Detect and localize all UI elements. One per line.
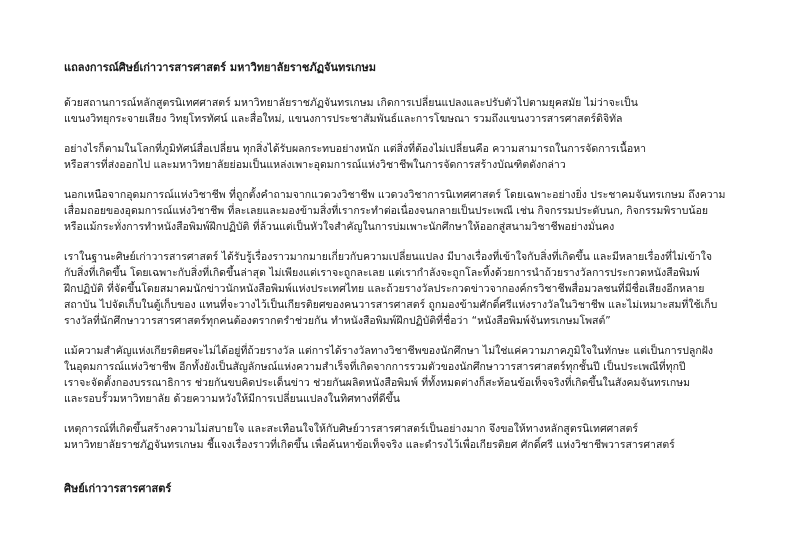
paragraph-line: หรือสารที่ส่งออกไป และมหาวิทยาลัยย่อมเป็นแหล่งเพาะอุดมการณ์แห่งวิชาชีพในการจัดการสร้างบัณฑิตดังกล่าว [64,159,566,171]
paragraph-line: ด้วยสถานการณ์หลักสูตรนิเทศศาสตร์ มหาวิทยาลัยราชภัฏจันทรเกษม เกิดการเปลี่ยนแปลงและปรับตัวไปตามยุคสมัย ไม่ว่าจะเป็น [64,97,638,109]
paragraph-line: อย่างไรก็ตามในโลกที่ภูมิทัศน์สื่อเปลี่ยน ทุกสิ่งได้รับผลกระทบอย่างหนัก แต่สิ่งที่ต้องไม่เปลี่ยนคือ ความสามารถในการจัดการเนื้อหา [64,143,647,155]
paragraph-5 [64,343,754,407]
paragraph-line: หรือแม้กระทั่งการทำหนังสือพิมพ์ฝึกปฏิบัติ ที่ล้วนแต่เป็นหัวใจสำคัญในการบ่มเพาะนักศึกษาให้ออกสู่สนามวิชาชีพอย่างมั่นคง [64,221,615,233]
paragraph-line: แขนงวิทยุกระจายเสียง วิทยุโทรทัศน์ และสื่อใหม่, แขนงการประชาสัมพันธ์และการโฆษณา รวมถึงแขนงวารสารศาสตร์ดิจิทัล [64,113,623,125]
paragraph-line: และรอบรั้วมหาวิทยาลัย ด้วยความหวังให้มีการเปลี่ยนแปลงในทิศทางที่ดีขึ้น [64,393,400,405]
paragraph-line: เหตุการณ์ที่เกิดขึ้นสร้างความไม่สบายใจ และสะเทือนใจให้กับศิษย์วารสารศาสตร์เป็นอย่างมาก จึงขอให้ทางหลักสูตรนิเทศศาสตร์ [64,423,639,435]
statement-document [64,60,754,496]
paragraph-line: ฝึกปฏิบัติ ที่จัดขึ้นโดยสมาคมนักข่าวนักหนังสือพิมพ์แห่งประเทศไทย และถ้วยรางวัลประกวดข่าวจากองค์กรวิชาชีพสื่อมวลชนที่มีชื่อเสียงอีกหลาย [64,283,705,295]
statement-title: แถลงการณ์ศิษย์เก่าวารสารศาสตร์ มหาวิทยาลัยราชภัฏจันทรเกษม [64,61,377,74]
paragraph-line: สถาบัน ไปจัดเก็บในตู้เก็บของ แทนที่จะวางไว้เป็นเกียรติยศของคนวารสารศาสตร์ ถูกมองข้ามศักดิ์ศรีแห่งรางวัลในวิชาชีพ และไม่เหมาะสมที่ใช้เก็บ [64,299,718,311]
paragraph-3 [64,187,754,235]
paragraph-line: เราจะจัดตั้งกองบรรณาธิการ ช่วยกันขบคิดประเด็นข่าว ช่วยกันผลิตหนังสือพิมพ์ ที่ทั้งหมดต่างก็สะท้อนข้อเท็จจริงที่เกิดขึ้นในสังคมจันทรเกษม [64,377,691,389]
paragraph-6 [64,421,754,453]
signature: ศิษย์เก่าวารสารศาสตร์ [64,482,172,495]
paragraph-line: เราในฐานะศิษย์เก่าวารสารศาสตร์ ได้รับรู้เรื่องราวมากมายเกี่ยวกับความเปลี่ยนแปลง มีบางเรื่องที่เข้าใจกับสิ่งที่เกิดขึ้น และมีหลายเรื่องที่ไม่เข้าใจ [64,251,713,263]
paragraph-line: กับสิ่งที่เกิดขึ้น โดยเฉพาะกับสิ่งที่เกิดขึ้นล่าสุด ไม่เพียงแต่เราจะถูกละเลย แต่เรากำลังจะถูกโละทิ้งด้วยการนำถ้วยรางวัลการประกวดหนังสือพิมพ์ [64,267,700,279]
paragraph-line: ในอุดมการณ์แห่งวิชาชีพ อีกทั้งยังเป็นสัญลักษณ์แห่งความสำเร็จที่เกิดจากการรวมตัวของนักศึกษาวารสารศาสตร์ทุกชั้นปี เป็นประเพณีที่ทุกปี [64,361,686,373]
paragraph-line: แม้ความสำคัญแห่งเกียรติยศจะไม่ได้อยู่ที่ถ้วยรางวัล แต่การได้รางวัลทางวิชาชีพของนักศึกษา ไม่ใช่แค่ความภาคภูมิใจในทักษะ แต่เป็นการปลูกฝัง [64,345,713,357]
paragraph-2 [64,141,754,173]
paragraph-4 [64,249,754,329]
paragraph-1 [64,95,754,127]
paragraph-line: เสื่อมถอยของอุดมการณ์แห่งวิชาชีพ ที่ละเลยและมองข้ามสิ่งที่เรากระทำต่อเนื่องจนกลายเป็นประเพณี เช่น กิจกรรมประดับนก, กิจกรรมพิราบน้อย [64,205,709,217]
paragraph-line: รางวัลที่นักศึกษาวารสารศาสตร์ทุกคนต้องตรากตรำช่วยกัน ทำหนังสือพิมพ์ฝึกปฏิบัติที่ชื่อว่า “หนังสือพิมพ์จันทรเกษมโพสต์” [64,315,611,327]
paragraph-line: นอกเหนือจากอุดมการณ์แห่งวิชาชีพ ที่ถูกตั้งคำถามจากแวดวงวิชาชีพ แวดวงวิชาการนิเทศศาสตร์ โดยเฉพาะอย่างยิ่ง ประชาคมจันทรเกษม ถึงความ [64,189,726,201]
paragraph-line: มหาวิทยาลัยราชภัฏจันทรเกษม ชี้แจงเรื่องราวที่เกิดขึ้น เพื่อค้นหาข้อเท็จจริง และดำรงไว้เพื่อเกียรติยศ ศักดิ์ศรี แห่งวิชาชีพวารสารศาสตร์ [64,439,675,451]
